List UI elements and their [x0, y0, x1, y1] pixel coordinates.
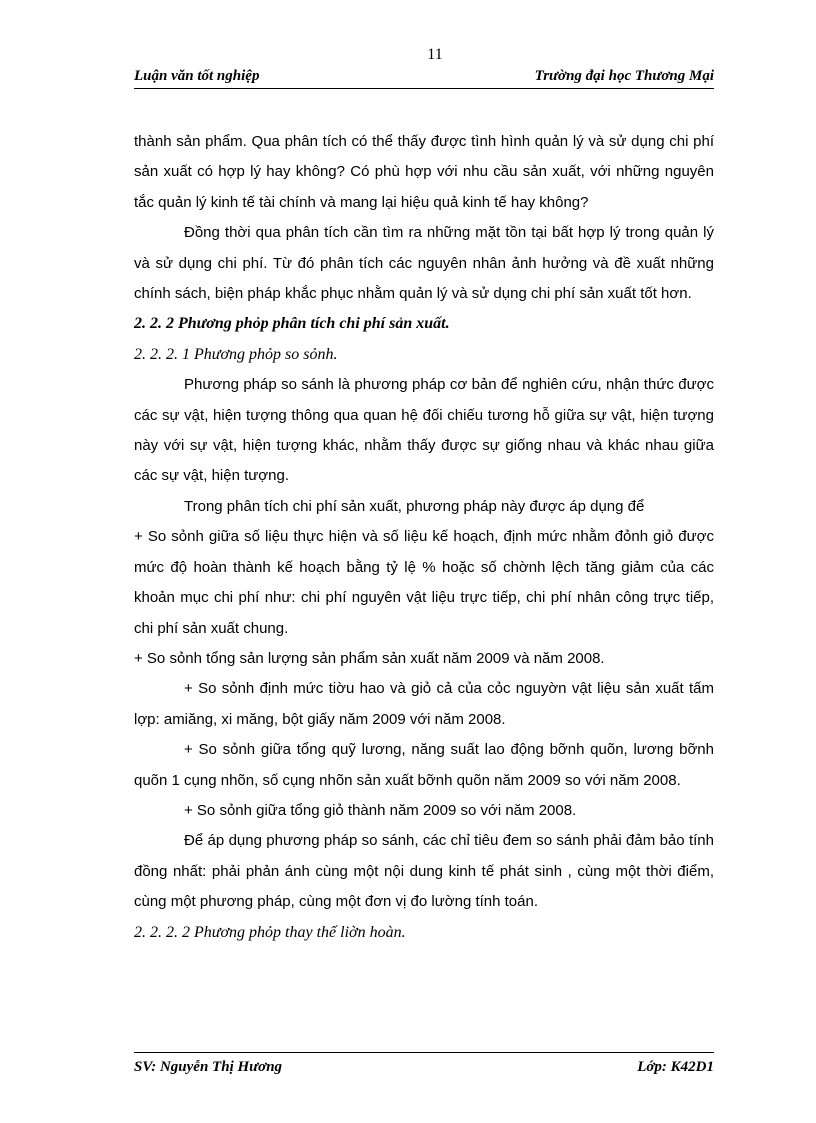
- page-header: [134, 66, 714, 89]
- page-number: 11: [427, 46, 443, 63]
- paragraph-comparison-conditions: Để áp dụng phương pháp so sánh, các chỉ tiêu đem so sánh phải đảm bảo tính đồng nhất: phải phản ánh cùng một nội dung kinh tế phát sinh , cùng một thời điểm, cùng một phương pháp, cùng một đơn vị đo lường tính toán.: [134, 832, 714, 911]
- document-body: [134, 127, 714, 948]
- footer-student-name: SV: Nguyễn Thị Hương: [134, 1059, 283, 1075]
- list-item-plan-comparison: + So sỏnh giữa số liệu thực hiện và số liệu kế hoạch, định mức nhằm đỏnh giỏ được mức độ hoàn thành kế hoạch bằng tỷ lệ % hoặc số chờnh lệch tăng giảm của các khoản mục chi phí như: chi phí nguyên vật liệu trực tiếp, chi phí nhân công trực tiếp, chi phí sản xuất chung.: [134, 528, 714, 637]
- paragraph-comparison-application: Trong phân tích chi phí sản xuất, phương pháp này được áp dụng để: [184, 497, 645, 515]
- subsection-heading-substitution: 2. 2. 2. 2 Phương phỏp thay thế liờn hoàn.: [134, 923, 406, 941]
- subsection-heading-comparison: 2. 2. 2. 1 Phương phỏp so sỏnh.: [134, 345, 338, 363]
- header-university-name: Trường đại học Thương Mại: [534, 68, 714, 84]
- section-heading: 2. 2. 2 Phương phỏp phân tích chi phí sản xuất.: [134, 315, 450, 333]
- list-item-material-comparison: + So sỏnh định mức tiờu hao và giỏ cả của cỏc nguyờn vật liệu sản xuất tấm lợp: amiăng, xi măng, bột giấy năm 2009 với năm 2008.: [134, 680, 714, 728]
- page-footer: [134, 1052, 714, 1083]
- list-item-wage-comparison: + So sỏnh giữa tổng quỹ lương, năng suất lao động bỡnh quõn, lương bỡnh quõn 1 cụng nhõn, số cụng nhõn sản xuất bỡnh quõn năm 2009 so với năm 2008.: [134, 741, 714, 789]
- paragraph-comparison-definition: Phương pháp so sánh là phương pháp cơ bản để nghiên cứu, nhận thức được các sự vật, hiện tượng thông qua quan hệ đối chiếu tương hỗ giữa sự vật, hiện tượng này với sự vật, hiện tượng khác, nhằm thấy được sự giống nhau và khác nhau giữa các sự vật, hiện tượng.: [134, 376, 714, 485]
- list-item-cost-comparison: + So sỏnh giữa tổng giỏ thành năm 2009 so với năm 2008.: [184, 801, 577, 819]
- header-thesis-title: Luận văn tốt nghiệp: [134, 68, 260, 84]
- footer-class-code: Lớp: K42D1: [637, 1059, 714, 1075]
- list-item-output-comparison: + So sỏnh tổng sản lượng sản phẩm sản xuất năm 2009 và năm 2008.: [134, 649, 605, 667]
- paragraph-analysis-purpose: Đồng thời qua phân tích cần tìm ra những mặt tồn tại bất hợp lý trong quản lý và sử dụng chi phí. Từ đó phân tích các nguyên nhân ảnh hưởng và đề xuất những chính sách, biện pháp khắc phục nhằm quản lý và sử dụng chi phí sản xuất tốt hơn.: [134, 224, 714, 303]
- paragraph-continuation: thành sản phẩm. Qua phân tích có thể thấy được tình hình quản lý và sử dụng chi phí sản xuất có hợp lý hay không? Có phù hợp với nhu cầu sản xuất, với những nguyên tắc quản lý kinh tế tài chính và mang lại hiệu quả kinh tế hay không?: [134, 133, 714, 211]
